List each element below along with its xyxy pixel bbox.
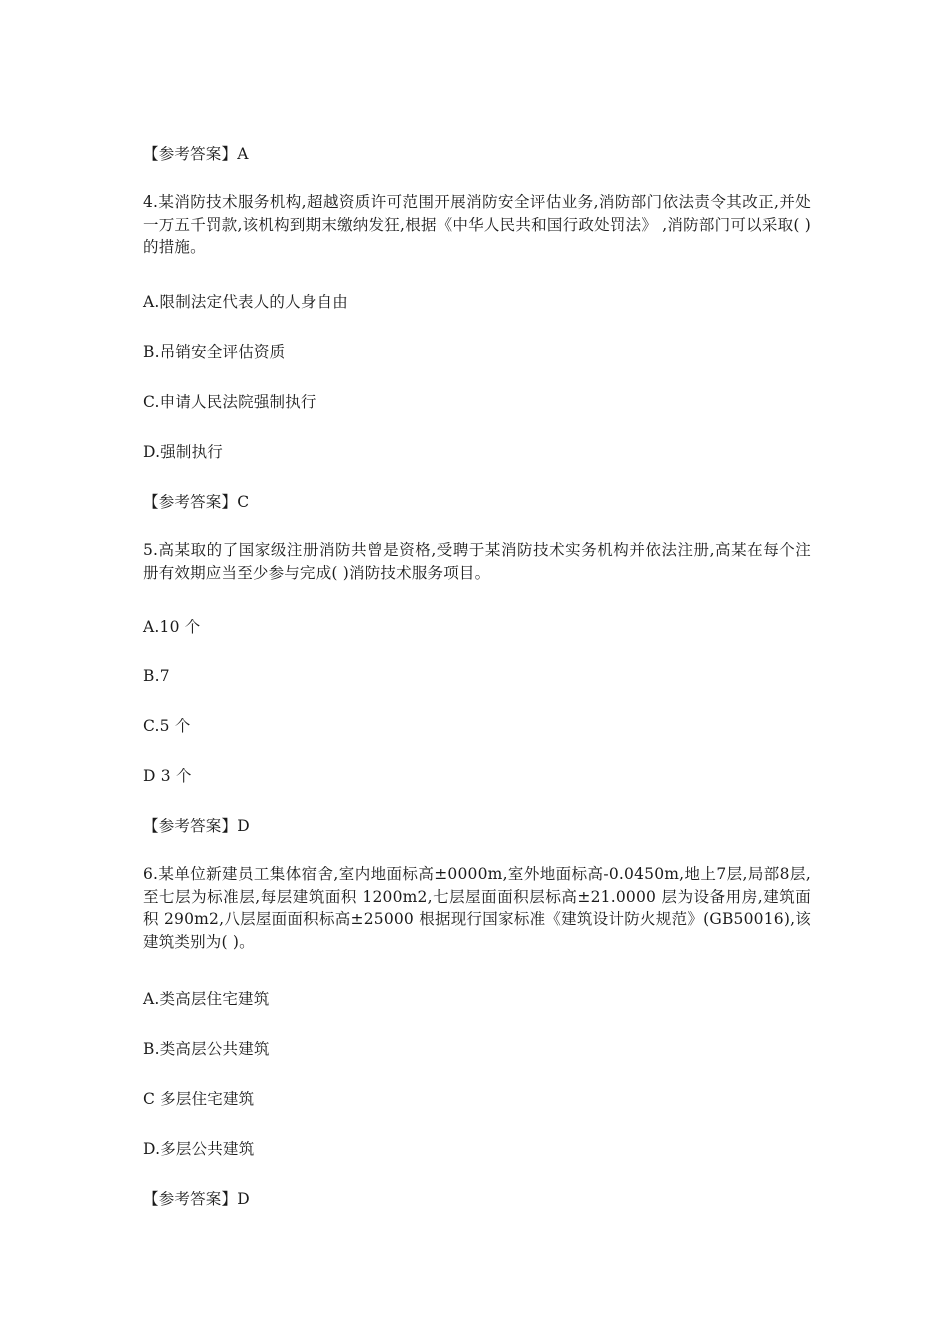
answer-q3: 【参考答案】A [143,145,249,163]
q4-option-b: B.吊销安全评估资质 [143,343,286,361]
q6-option-c: C 多层住宅建筑 [143,1090,255,1108]
answer-q6: 【参考答案】D [143,1190,250,1208]
answer-q4: 【参考答案】C [143,493,250,511]
q4-option-a: A.限制法定代表人的人身自由 [143,293,348,311]
q4-option-d: D.强制执行 [143,443,224,461]
answer-q5: 【参考答案】D [143,817,250,835]
q5-option-c: C.5 个 [143,717,191,735]
q6-option-b: B.类高层公共建筑 [143,1040,270,1058]
q6-option-d: D.多层公共建筑 [143,1140,255,1158]
question-6-text: 6.某单位新建员工集体宿舍,室内地面标高±0000m,室外地面标高-0.0450m,地上7层,局部8层,至七层为标准层,每层建筑面积 1200m2,七层屋面面积层标高±21.0000 层为设备用房,建筑面积 290m2,八层屋面面积标高±25000 根据现行国家标准《建筑设计防火规范》(GB50016),该建筑类别为( )。 [143,865,811,951]
question-4-text: 4.某消防技术服务机构,超越资质许可范围开展消防安全评估业务,消防部门依法责令其改正,并处一万五千罚款,该机构到期末缴纳发狂,根据《中华人民共和国行政处罚法》 ,消防部门可以采取( )的措施。 [143,193,811,256]
q5-option-b: B.7 [143,667,170,685]
question-5-text: 5.高某取的了国家级注册消防共曾是资格,受聘于某消防技术实务机构并依法注册,高某在每个注册有效期应当至少参与完成( )消防技术服务项目。 [143,541,811,582]
q5-option-a: A.10 个 [143,618,201,636]
q5-option-d: D 3 个 [143,767,192,785]
q4-option-c: C.申请人民法院强制执行 [143,393,317,411]
q6-option-a: A.类高层住宅建筑 [143,990,270,1008]
